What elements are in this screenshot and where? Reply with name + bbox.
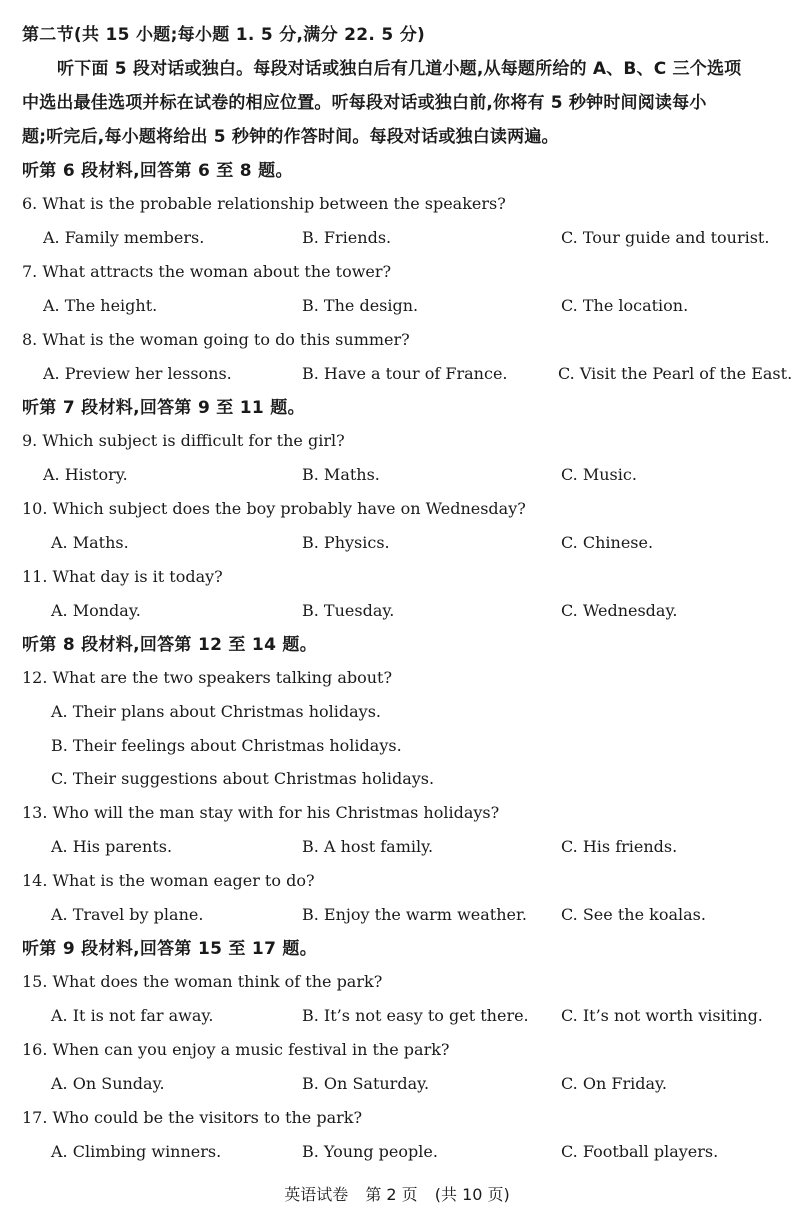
option-b[interactable]: B. A host family. — [302, 837, 434, 856]
question-stem: 15. What does the woman think of the park? — [22, 972, 383, 991]
options-row — [0, 1135, 794, 1169]
question-stem: 12. What are the two speakers talking about? — [22, 668, 393, 687]
option-c[interactable]: C. Football players. — [561, 1142, 719, 1161]
option-b[interactable]: B. Tuesday. — [302, 601, 395, 620]
options-row — [0, 289, 794, 323]
option-a[interactable]: A. History. — [43, 465, 128, 484]
question-stem: 11. What day is it today? — [22, 567, 223, 586]
option-b[interactable]: B. Friends. — [302, 228, 392, 247]
question-stem: 7. What attracts the woman about the tower? — [22, 262, 392, 281]
instruction-line: 听下面 5 段对话或独白。每段对话或独白后有几道小题,从每题所给的 A、B、C 三个选项 — [57, 59, 742, 79]
option-a[interactable]: A. Their plans about Christmas holidays. — [51, 702, 382, 721]
footer-page: 第 2 页 — [365, 1185, 418, 1204]
option-b[interactable]: B. The design. — [302, 296, 419, 315]
instruction-line: 题;听完后,每小题将给出 5 秒钟的作答时间。每段对话或独白读两遍。 — [22, 127, 559, 147]
instruction-line: 中选出最佳选项并标在试卷的相应位置。听每段对话或独白前,你将有 5 秒钟时间阅读每小 — [22, 93, 707, 113]
question-stem: 9. Which subject is difficult for the girl? — [22, 431, 345, 450]
question-stem: 10. Which subject does the boy probably have on Wednesday? — [22, 499, 526, 518]
group-header: 听第 7 段材料,回答第 9 至 11 题。 — [22, 398, 305, 418]
option-b[interactable]: B. On Saturday. — [302, 1074, 430, 1093]
option-c[interactable]: C. His friends. — [561, 837, 678, 856]
question-stem: 16. When can you enjoy a music festival in the park? — [22, 1040, 450, 1059]
option-c[interactable]: C. It’s not worth visiting. — [561, 1006, 763, 1025]
option-c[interactable]: C. The location. — [561, 296, 689, 315]
options-row — [0, 999, 794, 1033]
option-c[interactable]: C. See the koalas. — [561, 905, 706, 924]
option-b[interactable]: B. Young people. — [302, 1142, 438, 1161]
section-title: 第二节(共 15 小题;每小题 1. 5 分,满分 22. 5 分) — [22, 25, 426, 45]
option-line — [0, 729, 794, 763]
option-line — [0, 695, 794, 729]
question-stem: 13. Who will the man stay with for his Christmas holidays? — [22, 803, 500, 822]
option-a[interactable]: A. Climbing winners. — [51, 1142, 222, 1161]
option-b[interactable]: B. Maths. — [302, 465, 380, 484]
group-header: 听第 8 段材料,回答第 12 至 14 题。 — [22, 635, 318, 655]
question-stem: 17. Who could be the visitors to the park? — [22, 1108, 363, 1127]
option-a[interactable]: A. It is not far away. — [51, 1006, 214, 1025]
options-row — [0, 898, 794, 932]
question-stem: 8. What is the woman going to do this summer? — [22, 330, 410, 349]
options-row — [0, 594, 794, 628]
option-c[interactable]: C. Visit the Pearl of the East. — [558, 364, 793, 383]
option-c[interactable]: C. On Friday. — [561, 1074, 667, 1093]
options-row — [0, 221, 794, 255]
options-row — [0, 1067, 794, 1101]
option-a[interactable]: A. Preview her lessons. — [43, 364, 232, 383]
option-c[interactable]: C. Music. — [561, 465, 637, 484]
footer-subject: 英语试卷 — [284, 1185, 349, 1204]
footer-total: (共 10 页) — [434, 1185, 510, 1204]
option-a[interactable]: A. Travel by plane. — [51, 905, 204, 924]
option-line — [0, 762, 794, 796]
option-b[interactable]: B. Physics. — [302, 533, 390, 552]
option-b[interactable]: B. Their feelings about Christmas holidays. — [51, 736, 402, 755]
option-a[interactable]: A. Monday. — [51, 601, 141, 620]
option-a[interactable]: A. His parents. — [51, 837, 173, 856]
page-footer — [0, 1180, 794, 1210]
options-row — [0, 830, 794, 864]
option-a[interactable]: A. The height. — [43, 296, 158, 315]
options-row — [0, 357, 794, 391]
option-a[interactable]: A. Family members. — [43, 228, 205, 247]
option-c[interactable]: C. Their suggestions about Christmas holidays. — [51, 769, 435, 788]
option-c[interactable]: C. Chinese. — [561, 533, 654, 552]
option-c[interactable]: C. Wednesday. — [561, 601, 678, 620]
question-stem: 6. What is the probable relationship between the speakers? — [22, 194, 506, 213]
option-c[interactable]: C. Tour guide and tourist. — [561, 228, 770, 247]
option-b[interactable]: B. Enjoy the warm weather. — [302, 905, 527, 924]
option-a[interactable]: A. On Sunday. — [51, 1074, 165, 1093]
options-row — [0, 526, 794, 560]
group-header: 听第 6 段材料,回答第 6 至 8 题。 — [22, 161, 293, 181]
option-b[interactable]: B. Have a tour of France. — [302, 364, 508, 383]
option-b[interactable]: B. It’s not easy to get there. — [302, 1006, 529, 1025]
question-stem: 14. What is the woman eager to do? — [22, 871, 315, 890]
options-row — [0, 458, 794, 492]
option-a[interactable]: A. Maths. — [51, 533, 129, 552]
group-header: 听第 9 段材料,回答第 15 至 17 题。 — [22, 939, 318, 959]
